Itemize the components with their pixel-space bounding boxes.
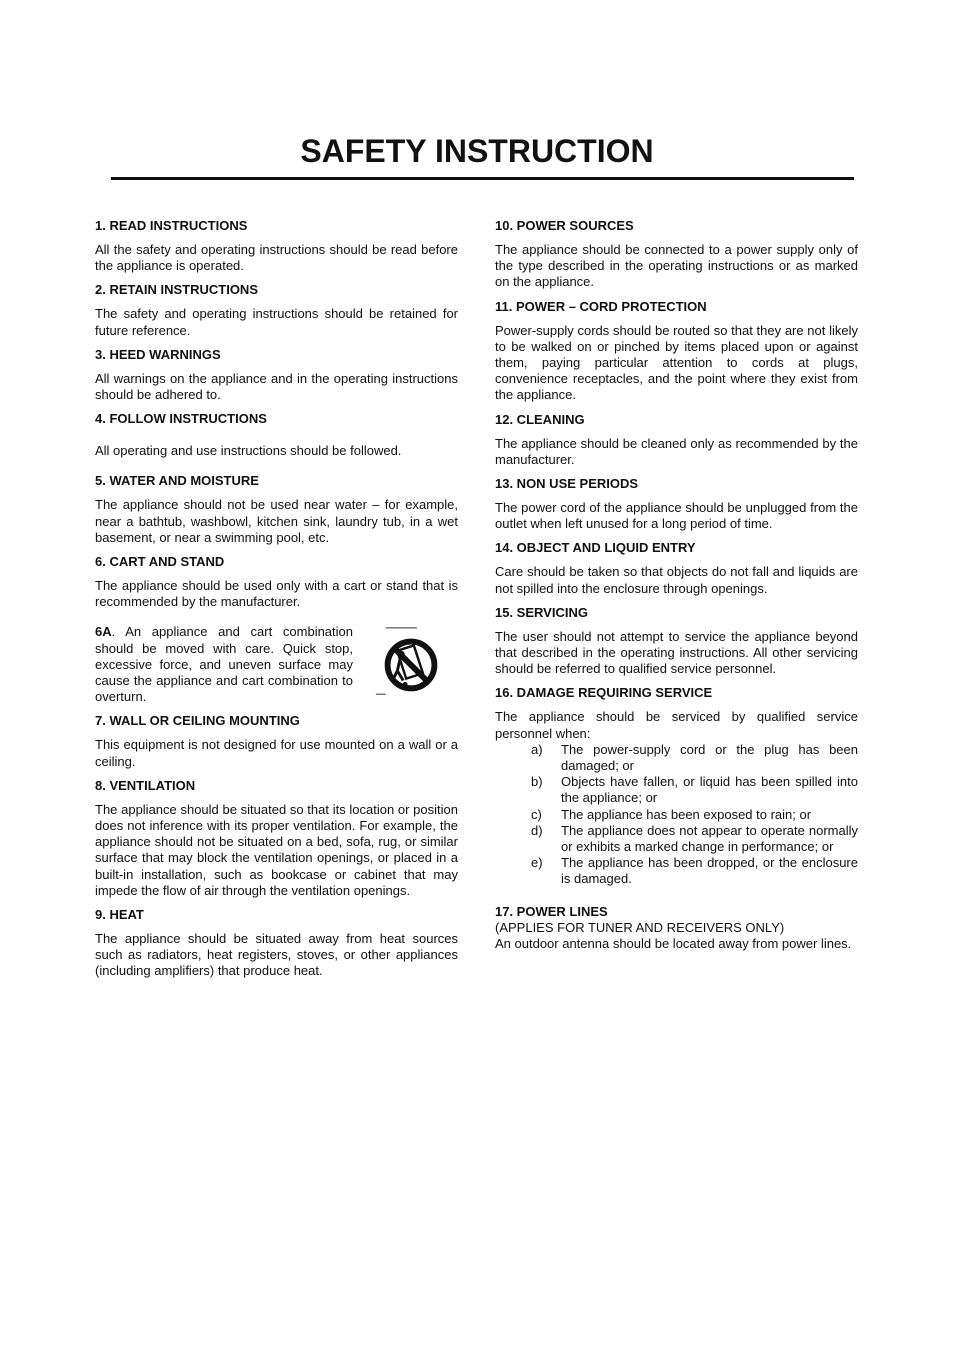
section-body: The appliance should be serviced by qualified service personnel when: bbox=[495, 709, 858, 741]
list-item bbox=[495, 742, 858, 774]
section-body: All operating and use instructions should be followed. bbox=[95, 443, 402, 459]
section-heading: 7. WALL OR CEILING MOUNTING bbox=[95, 713, 300, 729]
section-heading: 8. VENTILATION bbox=[95, 777, 196, 793]
section-body: The appliance should be cleaned only as recommended by the manufacturer. bbox=[495, 435, 858, 467]
section-body: The appliance should be situated away from heat sources such as radiators, heat registers, stoves, or other appliances (including amplifiers) that produce heat. bbox=[95, 931, 458, 979]
section-6a-text: . An appliance and cart combination should be moved with care. Quick stop, excessive force, and uneven surface may cause the appliance and cart combination to overturn. bbox=[95, 624, 353, 705]
section-power-sources bbox=[495, 218, 858, 291]
section-damage-requiring-service bbox=[495, 685, 858, 887]
section-heading: 6. CART AND STAND bbox=[95, 554, 225, 570]
section-body: The power cord of the appliance should be unplugged from the outlet when left unused for a long period of time. bbox=[495, 500, 858, 532]
cart-tip-warning-icon bbox=[372, 624, 450, 702]
list-item-text: Objects have fallen, or liquid has been spilled into the appliance; or bbox=[561, 774, 858, 806]
section-heading: 13. NON USE PERIODS bbox=[495, 476, 639, 492]
list-item-text: The appliance does not appear to operate normally or exhibits a marked change in performance; or bbox=[561, 822, 858, 855]
list-item bbox=[495, 855, 858, 887]
section-non-use-periods bbox=[495, 476, 858, 532]
section-water-and-moisture bbox=[95, 473, 458, 546]
section-body: Power-supply cords should be routed so that they are not likely to be walked on or pinched by items placed upon or against them, paying particular attention to cords at plugs, convenience receptacles, and the point where they exist from the appliance. bbox=[495, 322, 858, 403]
title-underline bbox=[111, 177, 854, 180]
section-6a-label: 6A bbox=[95, 624, 112, 640]
section-heading: 5. WATER AND MOISTURE bbox=[95, 473, 259, 489]
list-item-text: The power-supply cord or the plug has been damaged; or bbox=[561, 741, 858, 774]
section-servicing bbox=[495, 605, 858, 678]
section-body: All warnings on the appliance and in the operating instructions should be adhered to. bbox=[95, 370, 458, 403]
section-read-instructions bbox=[95, 218, 458, 274]
section-body: The safety and operating instructions should be retained for future reference. bbox=[95, 306, 458, 338]
list-marker: b) bbox=[531, 774, 543, 790]
section-heading: 15. SERVICING bbox=[495, 604, 588, 620]
section-heading: 14. OBJECT AND LIQUID ENTRY bbox=[495, 540, 696, 556]
list-marker: e) bbox=[531, 855, 543, 871]
section-heading: 2. RETAIN INSTRUCTIONS bbox=[95, 282, 258, 298]
list-marker: c) bbox=[531, 806, 542, 822]
section-heading: 4. FOLLOW INSTRUCTIONS bbox=[95, 411, 267, 427]
section-heading: 1. READ INSTRUCTIONS bbox=[95, 218, 248, 233]
section-heading: 10. POWER SOURCES bbox=[495, 218, 634, 233]
section-body: All the safety and operating instructions should be read before the appliance is operated. bbox=[95, 242, 458, 274]
list-marker: a) bbox=[531, 741, 543, 757]
list-marker: d) bbox=[531, 822, 543, 838]
section-object-and-liquid-entry bbox=[495, 540, 858, 596]
section-subheading: (APPLIES FOR TUNER AND RECEIVERS ONLY) bbox=[495, 919, 785, 935]
section-body: The appliance should be used only with a cart or stand that is recommended by the manufacturer. bbox=[95, 578, 458, 610]
section-body: The appliance should be connected to a power supply only of the type described in the operating instructions or as marked on the appliance. bbox=[495, 242, 858, 290]
section-power-lines bbox=[495, 904, 858, 952]
section-body: The appliance should be situated so that its location or position does not inference with its proper ventilation. For example, the appliance should not be situated on a bed, sofa, rug, or similar surface that may block the ventilation openings, or placed in a built-in installation, such as bookcase or cabinet that may impede the flow of air through the ventilation openings. bbox=[95, 801, 458, 898]
list-item bbox=[495, 807, 858, 823]
section-cart-and-stand bbox=[95, 554, 458, 610]
section-heed-warnings bbox=[95, 347, 458, 403]
left-column bbox=[95, 218, 458, 988]
section-6a-cart-warning bbox=[95, 624, 458, 705]
section-body: An outdoor antenna should be located away from power lines. bbox=[495, 935, 852, 951]
list-item-text: The appliance has been dropped, or the enclosure is damaged. bbox=[561, 855, 858, 887]
section-ventilation bbox=[95, 778, 458, 899]
section-wall-or-ceiling-mounting bbox=[95, 713, 458, 769]
section-heat bbox=[95, 907, 458, 980]
section-retain-instructions bbox=[95, 282, 458, 338]
section-follow-instructions bbox=[95, 411, 458, 459]
section-body: Care should be taken so that objects do not fall and liquids are not spilled into the enclosure through openings. bbox=[495, 564, 858, 596]
list-item-text: The appliance has been exposed to rain; or bbox=[561, 806, 812, 822]
section-body: The appliance should not be used near water – for example, near a bathtub, washbowl, kitchen sink, laundry tub, in a wet basement, or near a swimming pool, etc. bbox=[95, 497, 458, 545]
section-cleaning bbox=[495, 412, 858, 468]
section-heading: 17. POWER LINES bbox=[495, 903, 608, 919]
damage-conditions-list bbox=[495, 742, 858, 888]
section-power-cord-protection bbox=[495, 299, 858, 404]
section-heading: 12. CLEANING bbox=[495, 411, 585, 427]
list-item bbox=[495, 774, 858, 806]
list-item bbox=[495, 823, 858, 855]
section-body bbox=[95, 624, 353, 705]
section-body: The user should not attempt to service the appliance beyond that described in the operating instructions. All other servicing should be referred to qualified service personnel. bbox=[495, 628, 858, 677]
section-heading: 16. DAMAGE REQUIRING SERVICE bbox=[495, 685, 713, 701]
section-heading: 11. POWER – CORD PROTECTION bbox=[495, 298, 707, 314]
right-column bbox=[495, 218, 858, 952]
section-heading: 3. HEED WARNINGS bbox=[95, 346, 221, 362]
section-body: This equipment is not designed for use mounted on a wall or a ceiling. bbox=[95, 737, 458, 769]
page-title: SAFETY INSTRUCTION bbox=[300, 133, 654, 169]
section-heading: 9. HEAT bbox=[95, 907, 144, 923]
